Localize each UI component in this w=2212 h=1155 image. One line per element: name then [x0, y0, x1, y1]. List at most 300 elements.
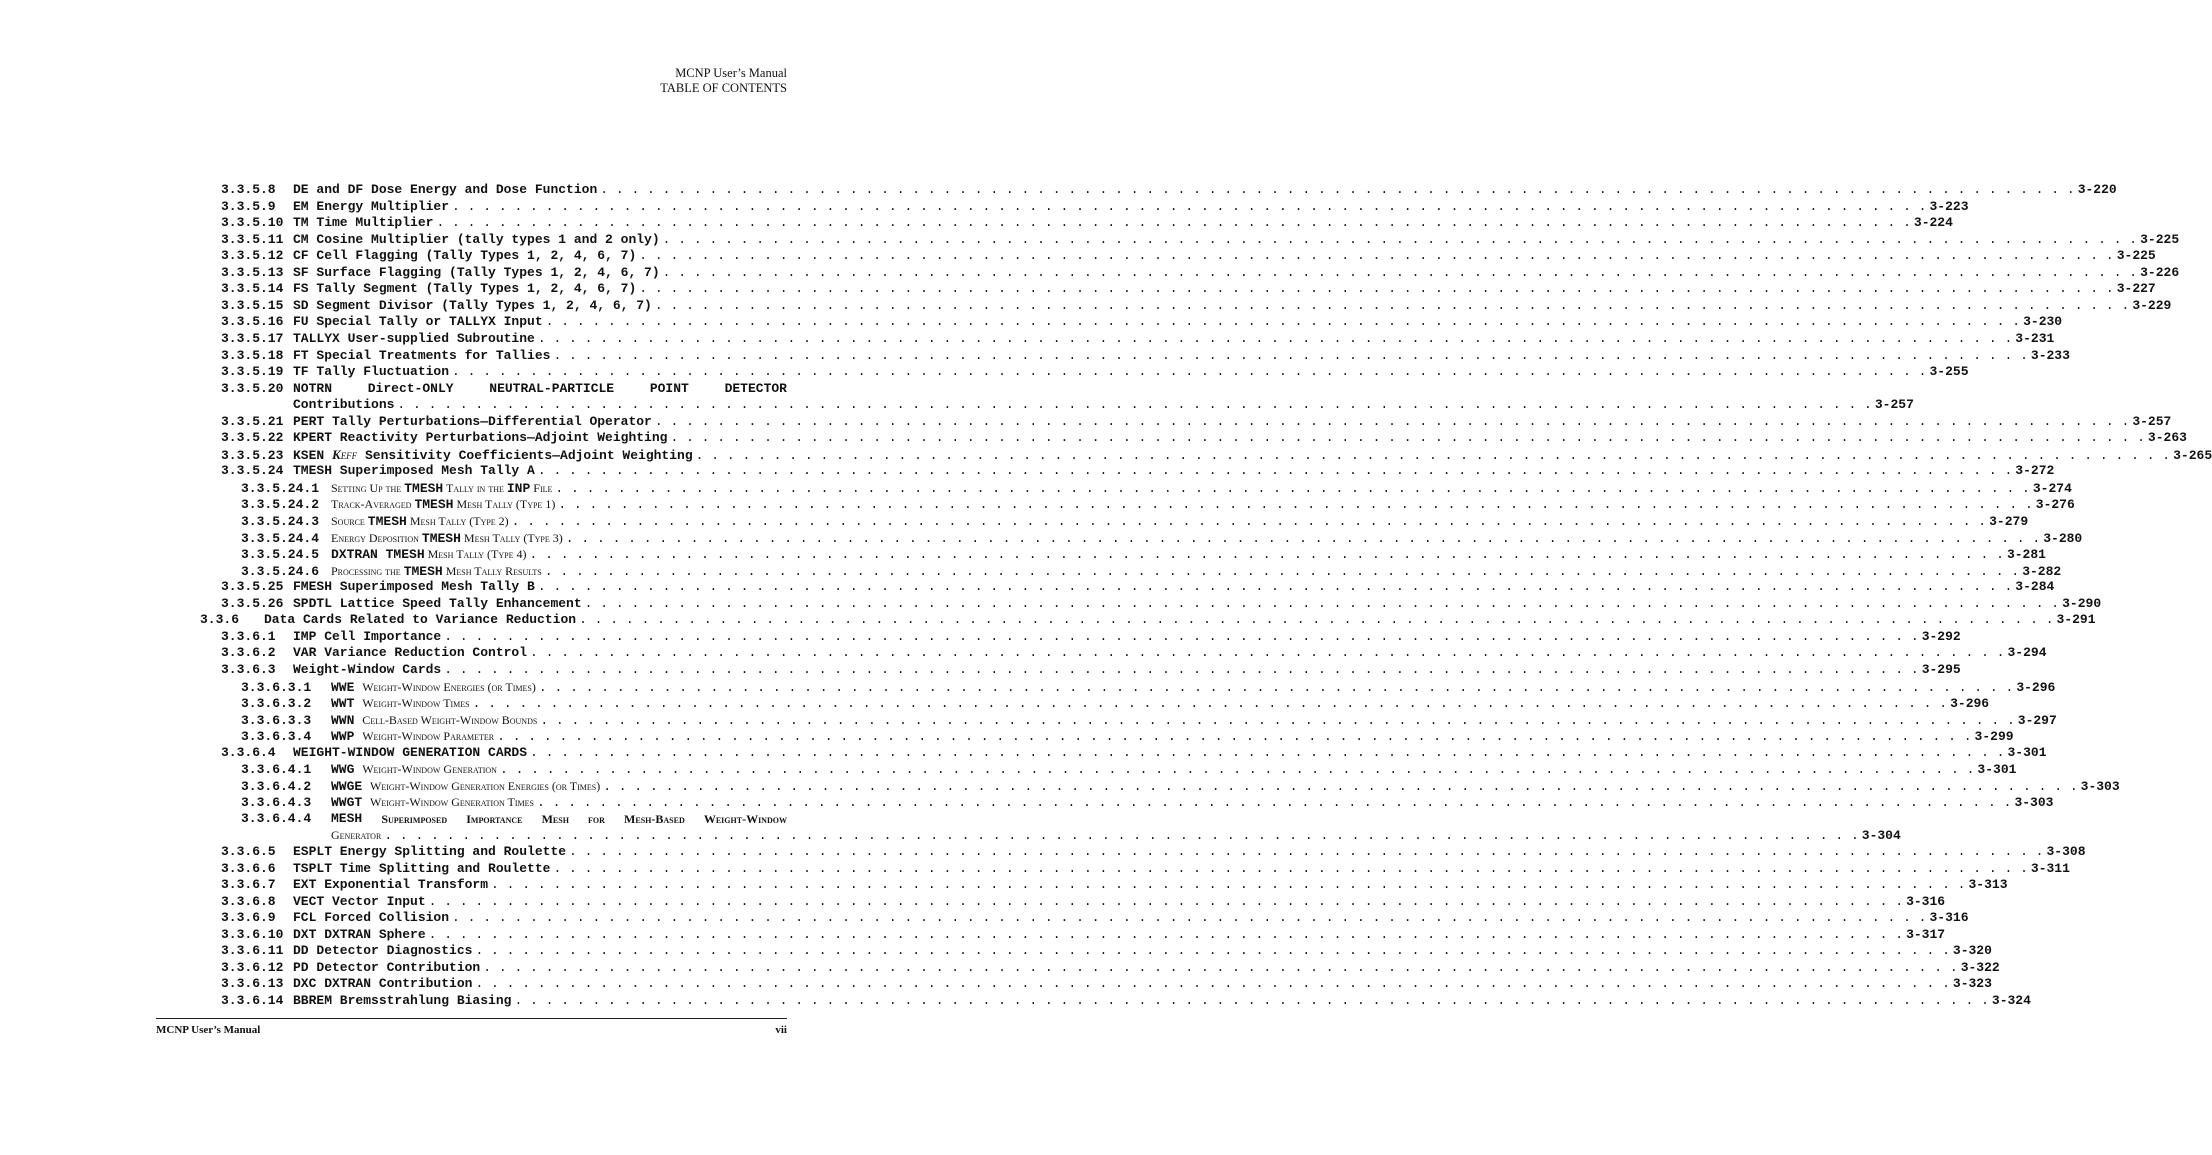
dot-leader — [545, 564, 2019, 581]
toc-entry[interactable] — [241, 794, 2054, 811]
dot-leader — [452, 199, 1926, 216]
entry-title-part: Weight-Window Generation — [362, 762, 497, 777]
entry-title-word: POINT — [649, 380, 689, 396]
entry-title: DXC DXTRAN Contribution — [293, 976, 473, 992]
toc-entry[interactable] — [241, 679, 2056, 696]
dot-leader — [585, 596, 2059, 613]
entry-page-number: 3-282 — [2022, 563, 2062, 579]
entry-title-part: TMESH — [367, 514, 407, 529]
entry-title — [331, 513, 509, 531]
dot-leader — [452, 910, 1926, 927]
toc-entry[interactable] — [221, 976, 1992, 993]
toc-entry[interactable] — [241, 480, 2072, 497]
toc-entry[interactable] — [221, 248, 2156, 265]
entry-page-number: 3-313 — [1968, 877, 2008, 893]
entry-page-number: 3-279 — [1989, 514, 2029, 529]
entry-title: Weight-Window Cards — [293, 661, 442, 677]
toc-entry[interactable] — [241, 530, 2083, 547]
entry-number: 3.3.6.11 — [221, 943, 284, 959]
dot-leader — [475, 943, 1949, 960]
entry-page-number: 3-296 — [2016, 679, 2056, 695]
toc-entry[interactable] — [221, 330, 2055, 348]
header-manual-title: MCNP User’s Manual — [675, 66, 787, 80]
entry-page-number: 3-281 — [2006, 547, 2046, 563]
entry-title: ESPLT Energy Splitting and Roulette — [293, 844, 567, 859]
toc-entry[interactable] — [221, 877, 2008, 894]
entry-title — [331, 480, 552, 498]
entry-title-part: KSEN — [293, 447, 333, 463]
entry-title-word: NEUTRAL-PARTICLE — [489, 380, 615, 396]
dot-leader — [663, 265, 2137, 282]
entry-title-part: WWGT — [331, 795, 371, 811]
entry-title-part: Mesh Tally (Type 1) — [453, 497, 556, 512]
entry-page-number: 3-226 — [2140, 264, 2180, 280]
entry-title-word: MESH — [331, 810, 363, 826]
entry-title-part: Mesh Tally Results — [442, 563, 542, 578]
entry-page-number: 3-323 — [1952, 976, 1992, 992]
entry-number: 3.3.6.10 — [221, 926, 284, 942]
entry-page-number: 3-316 — [1929, 910, 1969, 926]
entry-number: 3.3.5.24.3 — [241, 514, 320, 529]
toc-entry[interactable] — [221, 182, 2117, 199]
entry-title: FT Special Treatments for Tallies — [293, 347, 551, 363]
entry-number: 3.3.5.22 — [221, 430, 284, 446]
entry-title: PD Detector Contribution — [293, 959, 481, 975]
entry-title-word: NOTRN — [293, 380, 333, 396]
entry-number: 3.3.6.5 — [221, 844, 276, 859]
entry-title: EXT Exponential Transform — [293, 877, 489, 893]
entry-title: TSPLT Time Splitting and Roulette — [293, 860, 551, 876]
entry-number: 3.3.5.25 — [221, 579, 284, 595]
entry-page-number: 3-301 — [2007, 744, 2047, 760]
entry-title-part: TMESH — [404, 480, 444, 496]
entry-page-number: 3-265 — [2173, 447, 2212, 463]
entry-number: 3.3.6.4.3 — [241, 795, 312, 811]
entry-number: 3.3.5.20 — [221, 380, 284, 396]
dot-leader — [670, 430, 2144, 447]
entry-page-number: 3-304 — [1861, 828, 1901, 844]
dot-leader — [555, 481, 2029, 498]
entry-number: 3.3.5.16 — [221, 314, 284, 330]
dot-leader — [600, 182, 2074, 199]
entry-page-number: 3-297 — [2017, 712, 2057, 728]
toc-entry[interactable] — [221, 231, 2180, 249]
entry-title — [331, 695, 470, 713]
dot-leader — [538, 579, 2012, 596]
dot-leader — [429, 894, 1903, 911]
toc-entry[interactable] — [221, 893, 1946, 911]
dot-leader — [639, 248, 2113, 265]
entry-title: FS Tally Segment (Tally Types 1, 2, 4, 6, 7) — [293, 281, 637, 297]
dot-leader — [429, 927, 1903, 944]
entry-title — [331, 778, 600, 796]
dot-leader — [655, 414, 2129, 431]
entry-title: CF Cell Flagging (Tally Types 1, 2, 4, 6, 7) — [293, 248, 637, 264]
footer-page-number: vii — [775, 1024, 787, 1036]
entry-title-part: WWG — [331, 762, 363, 778]
entry-page-number: 3-257 — [1874, 397, 1914, 413]
entry-number: 3.3.6.3.4 — [241, 729, 312, 745]
entry-title-part: Processing the — [331, 563, 404, 578]
toc-entry[interactable] — [221, 744, 2047, 762]
entry-title-part: Weight-Window Energies (or Times) — [362, 679, 536, 694]
dot-leader — [603, 779, 2077, 796]
entry-title: FCL Forced Collision — [293, 910, 450, 926]
entry-title-part: WWP — [331, 729, 363, 745]
toc-entry[interactable] — [221, 910, 1969, 927]
entry-title-continued: Contributions — [293, 397, 395, 413]
entry-page-number: 3-227 — [2116, 281, 2156, 297]
entry-page-number: 3-303 — [2014, 795, 2054, 811]
entry-number: 3.3.5.15 — [221, 297, 284, 313]
entry-title-part: Energy Deposition — [331, 530, 422, 545]
entry-title-part: TMESH — [414, 497, 454, 513]
dot-leader — [537, 795, 2011, 812]
toc-entry[interactable] — [221, 215, 1953, 232]
dot-leader — [579, 612, 2053, 629]
toc-entry[interactable] — [221, 926, 1946, 944]
toc-entry[interactable] — [200, 612, 2096, 629]
header-section-title: TABLE OF CONTENTS — [660, 81, 787, 95]
entry-title: SF Surface Flagging (Tally Types 1, 2, 4, 6, 7) — [293, 264, 660, 280]
entry-page-number: 3-311 — [2030, 860, 2070, 876]
entry-title-word: Superimposed — [381, 811, 448, 826]
entry-number: 3.3.5.24.5 — [241, 547, 320, 563]
dot-leader — [530, 745, 2004, 762]
entry-title-part: TMESH — [403, 563, 443, 579]
dot-leader — [514, 993, 1988, 1010]
entry-title-part: INP — [506, 480, 531, 496]
entry-page-number: 3-294 — [2007, 645, 2047, 661]
entry-title-part: WWE — [331, 679, 363, 695]
entry-title — [331, 728, 494, 746]
entry-number: 3.3.6.3.1 — [241, 679, 312, 695]
entry-title-part: WWN — [331, 712, 363, 728]
entry-title-word: Mesh — [541, 811, 569, 826]
dot-leader — [491, 877, 1965, 894]
keff-subscript: EFF — [340, 450, 358, 461]
toc-entry[interactable] — [221, 844, 2086, 861]
entry-title-part: Cell-Based Weight-Window Bounds — [362, 712, 538, 727]
entry-number: 3.3.5.18 — [221, 347, 284, 363]
toc-entry[interactable] — [241, 546, 2046, 563]
entry-title-part: Weight-Window Parameter — [362, 729, 495, 744]
entry-number: 3.3.6.1 — [221, 628, 276, 644]
footer-rule — [156, 1018, 787, 1019]
toc-entry[interactable] — [221, 645, 2047, 662]
entry-number: 3.3.6.4.2 — [241, 778, 312, 794]
entry-page-number: 3-257 — [2132, 413, 2172, 429]
entry-number: 3.3.5.13 — [221, 264, 284, 280]
entry-page-number: 3-308 — [2046, 844, 2086, 859]
entry-title-part: Weight-Window Generation Times — [370, 795, 534, 810]
entry-title: FU Special Tally or TALLYX Input — [293, 314, 543, 330]
entry-number: 3.3.6.8 — [221, 893, 276, 909]
running-header — [660, 66, 787, 96]
entry-title-part: Setting Up the — [331, 480, 405, 495]
entry-number: 3.3.5.24.1 — [241, 480, 320, 496]
entry-title — [293, 447, 693, 465]
entry-number: 3.3.5.14 — [221, 281, 284, 297]
entry-title: TF Tally Fluctuation — [293, 364, 450, 380]
entry-title: WEIGHT-WINDOW GENERATION CARDS — [293, 744, 528, 760]
entry-title-part: Weight-Window Generation Energies (or Times) — [370, 778, 601, 793]
dot-leader — [663, 232, 2137, 249]
toc-entry[interactable] — [221, 413, 2172, 431]
entry-title-word: for — [588, 811, 605, 826]
toc-entry[interactable] — [241, 778, 2120, 795]
entry-number: 3.3.6.3.3 — [241, 712, 312, 728]
entry-title — [331, 546, 526, 564]
toc-entry[interactable] — [221, 281, 2156, 298]
toc-entry[interactable] — [221, 381, 787, 398]
dot-leader — [540, 713, 2014, 730]
dot-leader — [655, 298, 2129, 315]
entry-title — [331, 563, 542, 581]
entry-page-number: 3-301 — [1977, 762, 2017, 778]
entry-page-number: 3-225 — [2140, 231, 2180, 247]
entry-number: 3.3.6 — [200, 612, 240, 628]
entry-number: 3.3.6.3 — [221, 661, 276, 677]
entry-page-number: 3-233 — [2030, 347, 2070, 363]
toc-entry[interactable] — [221, 198, 1969, 216]
entry-title: EM Energy Multiplier — [293, 198, 450, 214]
entry-page-number: 3-263 — [2147, 430, 2187, 446]
entry-title — [331, 679, 536, 697]
dot-leader — [397, 397, 1871, 414]
toc-entry[interactable] — [221, 364, 1969, 381]
entry-title-word: Importance — [466, 811, 523, 826]
entry-page-number: 3-299 — [1974, 729, 2014, 745]
entry-title: Data Cards Related to Variance Reduction — [264, 612, 577, 628]
entry-number: 3.3.6.9 — [221, 910, 276, 926]
toc-entry[interactable] — [221, 595, 2102, 613]
entry-page-number: 3-295 — [1921, 661, 1961, 677]
entry-title: KPERT Reactivity Perturbations—Adjoint Weighting — [293, 430, 668, 446]
entry-number: 3.3.5.24.6 — [241, 563, 320, 579]
entry-title-part: Mesh Tally (Type 4) — [424, 547, 527, 562]
toc-entry[interactable] — [241, 496, 2075, 513]
entry-number: 3.3.6.6 — [221, 860, 276, 876]
entry-number: 3.3.5.24.2 — [241, 497, 320, 513]
entry-number: 3.3.6.4 — [221, 744, 276, 760]
entry-title-word: DETECTOR — [724, 380, 787, 396]
dot-leader — [569, 844, 2043, 861]
toc-entry[interactable] — [221, 446, 2212, 464]
entry-number: 3.3.6.14 — [221, 992, 284, 1008]
entry-number: 3.3.5.19 — [221, 364, 284, 380]
entry-number: 3.3.5.11 — [221, 231, 284, 247]
dot-leader — [696, 448, 2170, 465]
toc-entry[interactable] — [221, 959, 2000, 977]
entry-page-number: 3-229 — [2132, 297, 2172, 313]
entry-number: 3.3.5.26 — [221, 595, 284, 611]
entry-title — [293, 381, 787, 398]
dot-leader — [444, 662, 1918, 679]
entry-title-part: DXTRAN TMESH — [331, 547, 425, 563]
toc-entry[interactable] — [221, 579, 2055, 596]
toc-entry[interactable] — [221, 628, 1961, 646]
entry-title-part: Sensitivity Coefficients—Adjoint Weighting — [357, 447, 693, 463]
entry-title-part: Tally in the — [443, 480, 507, 495]
entry-title-part: TMESH — [421, 530, 461, 546]
dot-leader — [546, 314, 2020, 331]
entry-page-number: 3-324 — [1991, 992, 2031, 1008]
entry-title: DXT DXTRAN Sphere — [293, 926, 426, 942]
dot-leader — [384, 828, 1858, 845]
toc-entry[interactable] — [221, 463, 2055, 480]
toc-entry[interactable] — [241, 695, 1990, 712]
toc-entry[interactable] — [241, 563, 2062, 580]
entry-page-number: 3-292 — [1921, 628, 1961, 644]
entry-number: 3.3.5.9 — [221, 198, 276, 214]
entry-page-number: 3-274 — [2032, 480, 2072, 496]
entry-page-number: 3-284 — [2015, 579, 2055, 595]
dot-leader — [483, 960, 1957, 977]
toc-entry[interactable] — [241, 761, 2017, 778]
toc-entry-continuation — [331, 827, 1901, 844]
entry-title: TMESH Superimposed Mesh Tally A — [293, 463, 535, 479]
entry-number: 3.3.6.7 — [221, 877, 276, 893]
entry-title-part: WWGE — [331, 778, 371, 794]
toc-entry[interactable] — [221, 860, 2070, 878]
entry-number: 3.3.6.13 — [221, 976, 284, 992]
dot-leader — [530, 645, 2004, 662]
toc-entry[interactable] — [241, 712, 2057, 729]
entry-title: PERT Tally Perturbations—Differential Operator — [293, 413, 652, 429]
entry-number: 3.3.6.4.4 — [241, 810, 312, 826]
entry-number: 3.3.5.8 — [221, 182, 276, 197]
footer-manual-title: MCNP User’s Manual — [156, 1024, 261, 1036]
entry-title: TALLYX User-supplied Subroutine — [293, 330, 535, 346]
dot-leader — [553, 861, 2027, 878]
entry-title: VAR Variance Reduction Control — [293, 645, 528, 661]
entry-page-number: 3-290 — [2062, 595, 2102, 611]
entry-title: DD Detector Diagnostics — [293, 943, 473, 959]
toc-entry[interactable] — [221, 661, 1961, 679]
entry-page-number: 3-320 — [1952, 943, 1992, 959]
toc-entry[interactable] — [221, 992, 2031, 1010]
toc-entry[interactable] — [221, 347, 2070, 365]
toc-entry[interactable] — [241, 513, 2029, 530]
entry-number: 3.3.6.3.2 — [241, 696, 312, 712]
toc-entry[interactable] — [221, 430, 2187, 447]
entry-title: SD Segment Divisor (Tally Types 1, 2, 4, 6, 7) — [293, 297, 652, 313]
entry-page-number: 3-291 — [2056, 612, 2096, 628]
entry-title — [331, 712, 537, 730]
dot-leader — [497, 729, 1971, 746]
toc-entry[interactable] — [221, 314, 2063, 331]
toc-entry[interactable] — [241, 811, 787, 828]
dot-leader — [473, 696, 1947, 713]
entry-title — [331, 761, 497, 779]
dot-leader — [566, 531, 2040, 548]
entry-number: 3.3.5.23 — [221, 447, 284, 463]
entry-title-part: Mesh Tally (Type 3) — [460, 530, 563, 545]
dot-leader — [538, 331, 2012, 348]
toc-entry[interactable] — [221, 297, 2172, 315]
entry-title: VECT Vector Input — [293, 893, 426, 909]
dot-leader — [512, 514, 1986, 531]
dot-leader — [553, 348, 2027, 365]
entry-page-number: 3-225 — [2116, 248, 2156, 264]
entry-title: IMP Cell Importance — [293, 628, 442, 644]
entry-number: 3.3.6.12 — [221, 959, 284, 975]
entry-title: DE and DF Dose Energy and Dose Function — [293, 182, 598, 197]
entry-title-part: Track-Averaged — [331, 497, 415, 512]
running-footer — [156, 1024, 787, 1036]
toc-entry[interactable] — [241, 728, 2014, 745]
dot-leader — [538, 463, 2012, 480]
dot-leader — [558, 497, 2032, 514]
entry-title: TM Time Multiplier — [293, 215, 434, 231]
entry-title — [331, 811, 787, 828]
entry-page-number: 3-296 — [1950, 696, 1990, 712]
entry-number: 3.3.5.17 — [221, 330, 284, 346]
entry-title — [331, 794, 534, 812]
entry-page-number: 3-255 — [1929, 364, 1969, 380]
entry-title-part: WWT — [331, 696, 363, 712]
dot-leader — [444, 629, 1918, 646]
entry-page-number: 3-230 — [2023, 314, 2063, 330]
dot-leader — [500, 762, 1974, 779]
entry-page-number: 3-223 — [1929, 198, 1969, 214]
entry-page-number: 3-276 — [2035, 497, 2075, 513]
entry-title-part: Source — [331, 514, 368, 528]
entry-title-word: Direct-ONLY — [367, 380, 454, 396]
entry-number: 3.3.5.24.4 — [241, 530, 320, 546]
entry-number: 3.3.6.4.1 — [241, 762, 312, 778]
toc-entry-continuation — [293, 397, 1914, 414]
entry-number: 3.3.6.2 — [221, 645, 276, 661]
entry-number: 3.3.5.24 — [221, 463, 284, 479]
entry-page-number: 3-224 — [1913, 215, 1953, 231]
entry-page-number: 3-322 — [1960, 959, 2000, 975]
entry-title-part: File — [530, 480, 553, 495]
entry-title: FMESH Superimposed Mesh Tally B — [293, 579, 535, 595]
entry-title-word: Weight-Window — [703, 811, 787, 826]
entry-page-number: 3-272 — [2015, 463, 2055, 479]
entry-title — [331, 530, 563, 548]
dot-leader — [436, 215, 1910, 232]
dot-leader — [475, 976, 1949, 993]
entry-title: BBREM Bremsstrahlung Biasing — [293, 992, 512, 1008]
entry-number: 3.3.5.21 — [221, 413, 284, 429]
entry-title — [331, 496, 555, 514]
entry-title: CM Cosine Multiplier (tally types 1 and 2 only) — [293, 231, 660, 247]
entry-title: SPDTL Lattice Speed Tally Enhancement — [293, 595, 582, 611]
dot-leader — [539, 680, 2013, 697]
dot-leader — [529, 547, 2003, 564]
entry-page-number: 3-220 — [2077, 182, 2117, 197]
dot-leader — [639, 281, 2113, 298]
entry-page-number: 3-231 — [2015, 330, 2055, 346]
entry-page-number: 3-316 — [1906, 893, 1946, 909]
entry-title-continued: Generator — [331, 828, 382, 843]
entry-number: 3.3.5.12 — [221, 248, 284, 264]
entry-title-part: Weight-Window Times — [362, 696, 470, 711]
entry-title-word: Mesh-Based — [624, 811, 685, 826]
entry-number: 3.3.5.10 — [221, 215, 284, 231]
entry-page-number: 3-317 — [1906, 926, 1946, 942]
toc-entry[interactable] — [221, 943, 1992, 960]
entry-title-part: Mesh Tally (Type 2) — [406, 514, 509, 528]
keff-symbol: K — [332, 446, 341, 462]
dot-leader — [452, 364, 1926, 381]
entry-page-number: 3-303 — [2080, 778, 2120, 794]
toc-entry[interactable] — [221, 264, 2180, 282]
entry-page-number: 3-280 — [2043, 530, 2083, 546]
